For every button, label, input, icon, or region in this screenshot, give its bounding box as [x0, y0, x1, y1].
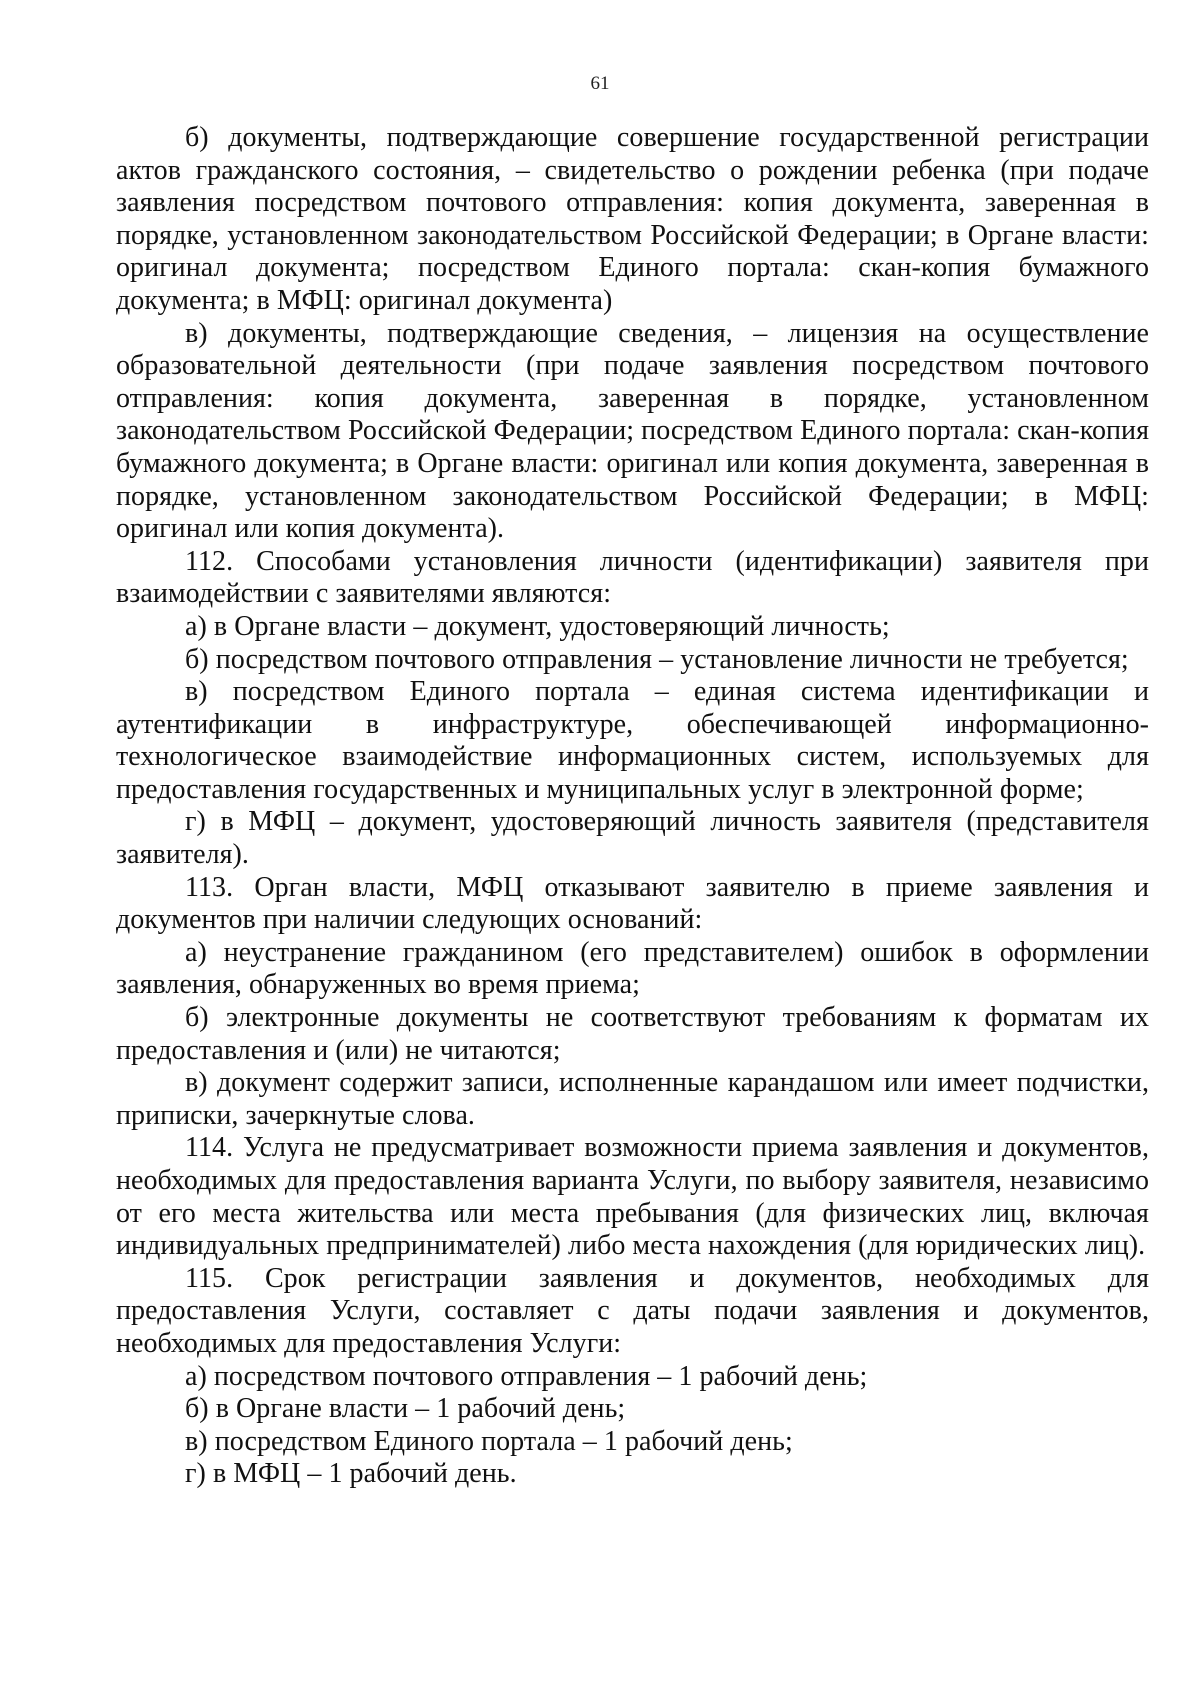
paragraph-112-g: г) в МФЦ – документ, удостоверяющий личность заявителя (представителя заявителя).: [116, 806, 1149, 871]
paragraph-113-refusal-grounds: 113. Орган власти, МФЦ отказывают заявителю в приеме заявления и документов при наличии следующих оснований:: [116, 871, 1149, 936]
page-number: 61: [590, 73, 610, 94]
paragraph-115-a: а) посредством почтового отправления – 1 рабочий день;: [185, 1360, 868, 1392]
paragraph-115-g: г) в МФЦ – 1 рабочий день.: [185, 1458, 517, 1490]
paragraph-112-a: а) в Органе власти – документ, удостоверяющий личность;: [185, 610, 890, 642]
paragraph-112-identification-methods: 112. Способами установления личности (идентификации) заявителя при взаимодействии с заявителями являются:: [116, 545, 1149, 610]
paragraph-115-registration-term: 115. Срок регистрации заявления и документов, необходимых для предоставления Услуги, составляет с даты подачи заявления и документов, необходимых для предоставления Услуги:: [116, 1262, 1149, 1359]
paragraph-113-a: а) неустранение гражданином (его представителем) ошибок в оформлении заявления, обнаруженных во время приема;: [116, 936, 1149, 1001]
paragraph-112-v: в) посредством Единого портала – единая система идентификации и аутентификации в инфраструктуре, обеспечивающей информационно-технологическое взаимодействие информационных систем, используемых для предоставления государственных и муниципальных услуг в электронной форме;: [116, 676, 1149, 805]
paragraph-112-b: б) посредством почтового отправления – установление личности не требуется;: [185, 643, 1129, 675]
paragraph-114-extraterritorial: 114. Услуга не предусматривает возможности приема заявления и документов, необходимых для предоставления варианта Услуги, по выбору заявителя, независимо от его места жительства или места пребывания (для физических лиц, включая индивидуальных предпринимателей) либо места нахождения (для юридических лиц).: [116, 1132, 1149, 1262]
paragraph-b-civil-status-docs: б) документы, подтверждающие совершение государственной регистрации актов гражданского состояния, – свидетельство о рождении ребенка (при подаче заявления посредством почтового отправления: копия документа, заверенная в порядке, установленном законодательством Российской Федерации; в Органе власти: оригинал документа; посредством Единого портала: скан-копия бумажного документа; в МФЦ: оригинал документа): [116, 122, 1149, 316]
paragraph-113-b: б) электронные документы не соответствуют требованиям к форматам их предоставления и (или) не читаются;: [116, 1002, 1149, 1066]
paragraph-115-b: б) в Органе власти – 1 рабочий день;: [185, 1393, 626, 1425]
paragraph-v-license-docs: в) документы, подтверждающие сведения, – лицензия на осуществление образовательной деятельности (при подаче заявления посредством почтового отправления: копия документа, заверенная в порядке, установленном законодательством Российской Федерации; посредством Единого портала: скан-копия бумажного документа; в Органе власти: оригинал или копия документа, заверенная в порядке, установленном законодательством Российской Федерации; в МФЦ: оригинал или копия документа).: [116, 317, 1149, 545]
document-body: [116, 122, 1149, 1491]
paragraph-113-v: в) документ содержит записи, исполненные карандашом или имеет подчистки, приписки, зачеркнутые слова.: [116, 1067, 1149, 1131]
paragraph-115-v: в) посредством Единого портала – 1 рабочий день;: [185, 1425, 793, 1457]
